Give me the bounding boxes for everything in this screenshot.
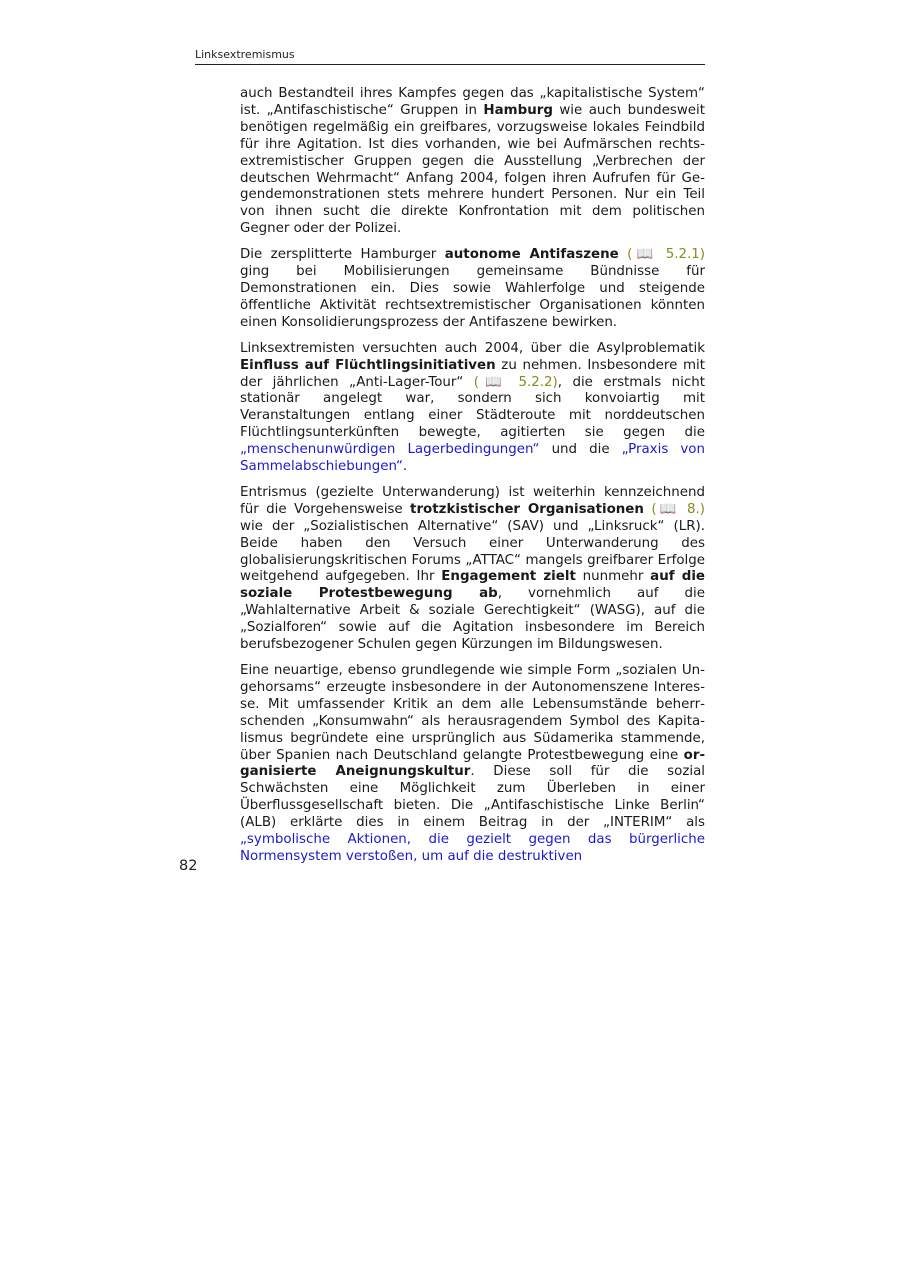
text-run: , vornehmlich auf die „Wahlalternative Arbeit & soziale Gerechtigkeit“ (WASG), auf die „Sozialforen“ sowie auf die Agitation insbesondere im Bereich berufsbezogener Schulen gegen Kürzungen im Bildungswesen. [240,586,705,653]
quotation: „symbolische Aktionen, die gezielt gegen das bürgerliche Normensystem verstoßen, um auf die destruktiven [240,832,705,864]
text-run: wie auch bundesweit benötigen regelmäßig ein greifbares, vorzugsweise lokales Feindbild für ihre Agitation. Ist dies vorhanden, wie bei Aufmärschen rechtsextremistischer Gruppen gegen die Ausstellung „Verbrechen der deutschen Wehrmacht“ Anfang 2004, folgen ihren Aufrufen für Gegendemonstrationen stets mehrere hundert Personen. Nur ein Teil von ihnen sucht die direkte Konfrontation mit dem politischen Gegner oder der Polizei. [240,102,706,237]
text-run: nunmehr [575,569,651,585]
paragraph [240,247,705,332]
book-icon: 📖 [632,247,658,263]
text-run: Die zersplitterte Hamburger [240,247,445,263]
text-run: zu nehmen. Insbesondere mit der jährlichen „Anti-Lager-Tour“ [240,357,705,390]
text-run: , die erstmals nicht stationär angelegt war, sondern sich konvoiartig mit Veranstaltungen entlang einer Städteroute mit norddeutschen Flüchtlingsunterkünften bewegte, agitierten sie gegen die [240,374,705,441]
section-reference: ( [643,501,657,517]
text-run: . Diese soll für die sozial Schwächsten eine Möglichkeit zum Überleben in einer Überflussgesellschaft bieten. Die „Antifaschistische Linke Berlin“ (ALB) erklärte dies in einem Beitrag in der „INTERIM“ als [240,764,705,831]
bold-term: Einfluss auf Flüchtlingsinitiativen [240,357,496,373]
section-reference: 8.) [679,501,705,517]
text-run: und die [539,442,622,458]
book-icon: 📖 [656,501,680,517]
book-icon: 📖 [479,374,509,390]
section-reference: 5.2.1) [657,247,706,263]
running-header [195,43,705,65]
bold-term: Engagement zielt [441,569,576,585]
text-run: Eine neuartige, ebenso grundlegende wie simple Form „sozialen Ungehorsams“ erzeugte insbesondere in der Autonomenszene Interesse. Mit umfassender Kritik an dem alle Lebensumstände beherrschenden „Konsumwahn“ als herausragendem Symbol des Kapitalismus begründete eine ursprünglich aus Südamerika stammende, über Spanien nach Deutschland gelangte Protestbewegung eine [240,663,705,763]
text-run: . [402,459,408,475]
text-run: ging bei Mobilisierungen gemeinsame Bündnisse für Demonstrationen ein. Dies sowie Wahlerfolge und steigende öffentliche Aktivität rechtsextremistischer Organisationen könnten einen Konsolidierungsprozess der Antifaszene bewirken. [240,264,705,330]
running-title: Linksextremismus [195,48,295,61]
section-reference: 5.2.2) [508,374,558,390]
text-run: Entrismus (gezielte Unterwanderung) ist weiterhin kennzeichnend für die Vorgehensweise [240,484,705,517]
bold-term: Hamburg [483,102,553,118]
bold-term: autonome Antifaszene [444,247,619,263]
text-run: auch Bestandteil ihres Kampfes gegen das „kapitalistische System“ ist. „Antifaschistische“ Gruppen in [240,86,705,118]
paragraph [240,341,705,476]
paragraph [240,663,705,866]
bold-term: organisierte Aneignungskultur [240,747,705,780]
body-text [240,86,705,875]
bold-term: trotzkistischer Organisationen [410,501,644,517]
quotation: „menschenunwürdigen Lagerbedingungen“ [240,442,540,458]
quotation: „Praxis von Sammelabschiebungen“ [240,442,705,475]
paragraph [240,485,705,654]
text-run: wie der „Sozialistischen Alternative“ (SAV) und „Linksruck“ (LR). Beide haben den Versuch einer Unterwanderung des globalisierungskritischen Forums „ATTAC“ mangels greifbarer Erfolge weitgehend aufgegeben. Ihr [240,518,705,585]
page-number: 82 [179,858,198,874]
text-run: Linksextremisten versuchten auch 2004, über die Asylproblematik [240,340,705,356]
bold-term: auf die soziale Protestbewegung ab [240,569,706,602]
section-reference: ( [473,374,480,390]
paragraph [240,86,705,238]
section-reference: ( [618,247,633,263]
